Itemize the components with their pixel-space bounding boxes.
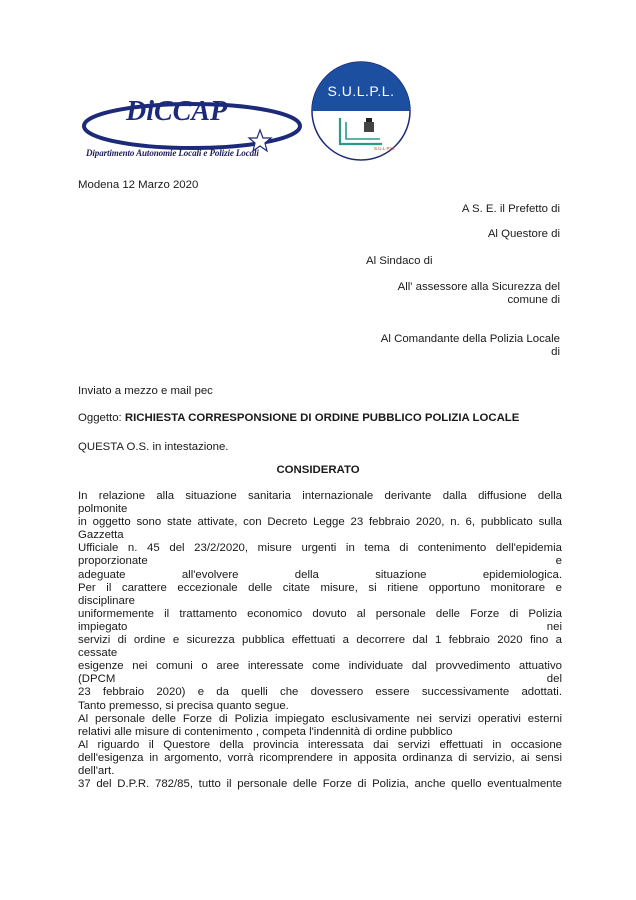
body-line: relativi alle misure di contenimento , competa l'indennità di ordine pubblico bbox=[78, 725, 453, 738]
recipient-sindaco: Al Sindaco di bbox=[366, 255, 433, 267]
body-line: Al riguardo il Questore della provincia interessata dai servizi effettuati in occasione bbox=[78, 738, 562, 751]
intestazione-line: QUESTA O.S. in intestazione. bbox=[78, 441, 229, 453]
recipient-assessore-comune: comune di bbox=[507, 294, 560, 306]
body-line: Gazzetta bbox=[78, 529, 124, 542]
sulpl-logo bbox=[310, 60, 412, 162]
recipient-questore: Al Questore di bbox=[487, 228, 560, 240]
body-line: in oggetto sono state attivate, con Decreto Legge 23 febbraio 2020, n. 6, pubblicato sulla bbox=[78, 516, 562, 529]
subject-text: RICHIESTA CORRESPONSIONE DI ORDINE PUBBLICO POLIZIA LOCALE bbox=[124, 412, 520, 424]
body-line: dell'esigenza in argomento, vorrà ricomprendere in apposita ordinanza di servizio, ai sensi bbox=[78, 751, 562, 764]
body-line: (DPCM del bbox=[78, 673, 562, 686]
body-line: servizi di ordine e sicurezza pubblica effettuati a decorrere dal 1 febbraio 2020 fino a bbox=[78, 634, 562, 647]
sent-via: Inviato a mezzo e mail pec bbox=[78, 385, 213, 397]
letter-body bbox=[78, 490, 562, 791]
recipient-comandante-di: di bbox=[551, 346, 560, 358]
body-line: Ufficiale n. 45 del 23/2/2020, misure urgenti in tema di contenimento dell'epidemia bbox=[78, 542, 562, 555]
subject-label: Oggetto: bbox=[78, 412, 122, 424]
diccap-logo-text: DiCCAP bbox=[126, 96, 228, 127]
recipient-assessore: All' assessore alla Sicurezza del bbox=[397, 281, 560, 293]
letter-date: Modena 12 Marzo 2020 bbox=[78, 179, 199, 191]
body-line: In relazione alla situazione sanitaria internazionale derivante dalla diffusione della bbox=[78, 490, 562, 502]
body-line: Per il carattere eccezionale delle citate misure, si ritiene opportuno monitorare e bbox=[78, 581, 562, 594]
body-line: 37 del D.P.R. 782/85, tutto il personale delle Forze di Polizia, anche quello eventualmente bbox=[78, 778, 562, 791]
recipient-prefetto: A S. E. il Prefetto di bbox=[461, 203, 560, 215]
body-line: impiegato nei bbox=[78, 620, 562, 633]
diccap-logo bbox=[78, 80, 308, 172]
body-line: polmonite bbox=[78, 503, 128, 516]
diccap-tagline: Dipartimento Autonomie Locali e Polizie Locali bbox=[86, 148, 259, 158]
body-line: disciplinare bbox=[78, 594, 135, 607]
body-line: esigenze nei comuni o aree interessate come individuate dal provvedimento attuativo bbox=[78, 660, 562, 673]
body-line: uniformemente il trattamento economico dovuto al personale delle Forze di Polizia bbox=[78, 607, 562, 620]
section-heading: CONSIDERATO bbox=[276, 464, 360, 476]
body-line: Tanto premesso, si precisa quanto segue. bbox=[78, 699, 289, 712]
body-line: dell'art. bbox=[78, 764, 115, 777]
sulpl-logo-text: S.U.L.P.L. bbox=[327, 83, 395, 99]
body-line: adeguate all'evolvere della situazione epidemiologica. bbox=[78, 568, 562, 581]
subject-line bbox=[78, 411, 519, 425]
body-line: proporzionate e bbox=[78, 555, 562, 568]
body-line: cessate bbox=[78, 647, 118, 660]
body-line: 23 febbraio 2020) e da quelli che dovessero essere successivamente adottati. bbox=[78, 686, 562, 699]
body-line: Al personale delle Forze di Polizia impiegato esclusivamente nei servizi operativi esterni bbox=[78, 712, 562, 725]
sulpl-small-text: S.U.L.P.M. bbox=[374, 146, 396, 151]
recipient-comandante: Al Comandante della Polizia Locale bbox=[380, 333, 560, 345]
